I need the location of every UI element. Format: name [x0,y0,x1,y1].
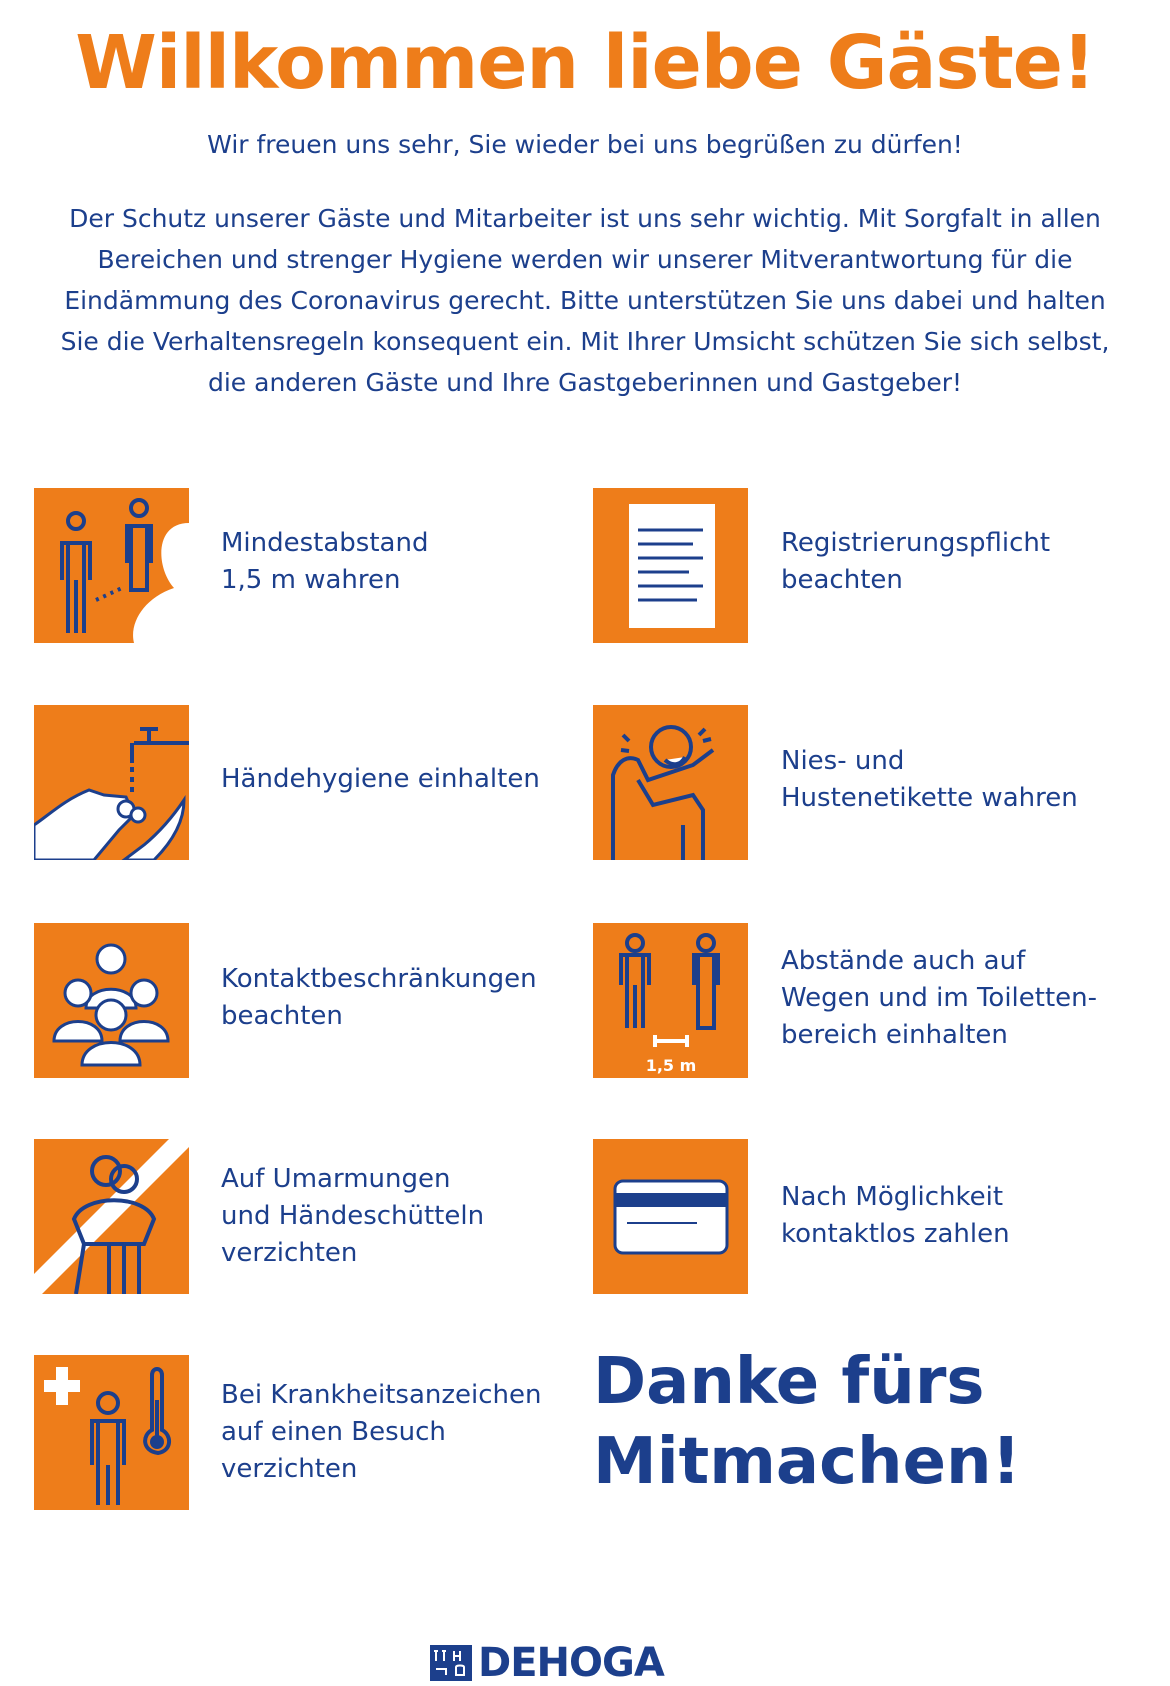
dehoga-logo-icon [430,1645,472,1681]
intro-line: Eindämmung des Coronavirus gerecht. Bitte unterstützen Sie uns dabei und halten [64,286,1106,315]
thanks-message: Danke fürs Mitmachen! [593,1345,1021,1499]
distance-label: 1,5 m [645,1056,697,1075]
distance-people-icon [34,488,189,643]
dehoga-logo [430,1640,664,1685]
headline: Willkommen liebe Gäste! [75,20,1095,106]
rule-label: Registrierungspflicht beachten [781,528,1051,595]
greeting: Wir freuen uns sehr, Sie wieder bei uns begrüßen zu dürfen! [207,130,963,159]
intro-line: Sie die Verhaltensregeln konsequent ein. Mit Ihrer Umsicht schützen Sie sich selbst, [60,327,1110,356]
rule-label: Nies- und Hustenetikette wahren [781,746,1078,813]
rule-label: Bei Krankheitsanzeichen auf einen Besuch verzichten [221,1380,542,1484]
card-payment-icon [593,1139,748,1294]
intro-text [10,198,1160,403]
rule-label: Mindestabstand 1,5 m wahren [221,528,429,595]
rule-label: Nach Möglichkeit kontaktlos zahlen [781,1182,1010,1249]
intro-line: Der Schutz unserer Gäste und Mitarbeiter ist uns sehr wichtig. Mit Sorgfalt in allen [69,204,1101,233]
distance-toilet-icon [593,923,748,1078]
rule-label: Auf Umarmungen und Händeschütteln verzichten [221,1164,485,1268]
hug-icon [34,1139,189,1294]
sick-thermometer-icon [34,1355,189,1510]
rule-label: Abstände auch auf Wegen und im Toiletten- bereich einhalten [781,946,1098,1050]
rule-label: Händehygiene einhalten [221,764,540,794]
rule-label: Kontaktbeschränkungen beachten [221,964,537,1031]
intro-line: die anderen Gäste und Ihre Gastgeberinnen und Gastgeber! [207,368,963,397]
logo-text: DEHOGA [478,1639,664,1686]
document-icon [593,488,748,643]
group-icon [34,923,189,1078]
sneeze-elbow-icon [593,705,748,860]
intro-line: Bereichen und strenger Hygiene werden wir unserer Mitverantwortung für die [97,245,1073,274]
hand-washing-icon [34,705,189,860]
